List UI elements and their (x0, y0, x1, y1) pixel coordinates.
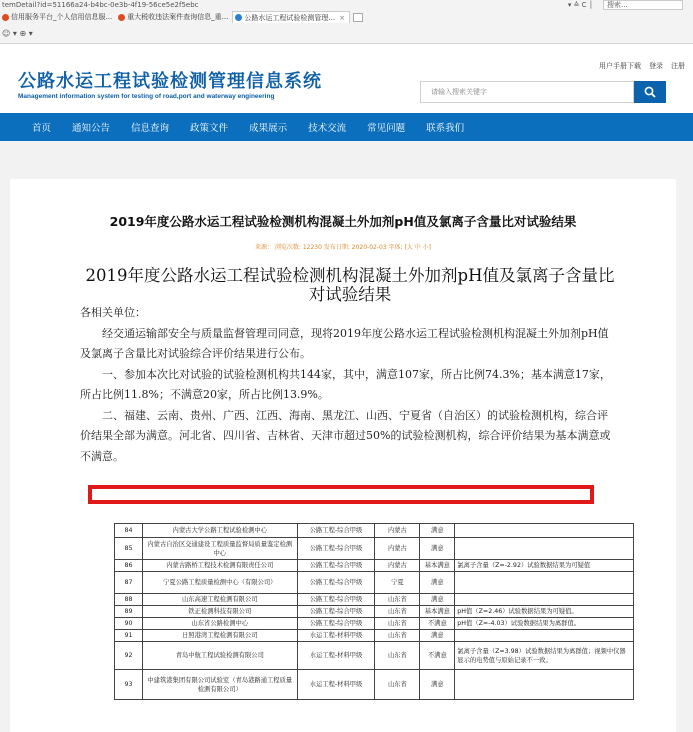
browser-tab-active[interactable] (232, 11, 350, 23)
table-row (115, 630, 634, 642)
province-cell: 山东省 (375, 606, 420, 618)
table-row (115, 642, 634, 670)
results-table (114, 523, 634, 700)
nav-results[interactable]: 成果展示 (249, 123, 288, 134)
qualification-cell: 公路工程-综合甲级 (297, 538, 375, 560)
table-row (115, 560, 634, 572)
address-bar[interactable]: temDetail?id=51166a24-b4bc-0e3b-4f19-56ce5e2f5ebc (2, 1, 199, 9)
row-number-cell: 90 (115, 618, 143, 630)
qualification-cell: 公路工程-综合甲级 (297, 606, 375, 618)
qualification-cell: 公路工程-综合甲级 (297, 524, 375, 538)
register-link[interactable]: 注册 (671, 62, 685, 70)
province-cell: 山东省 (375, 594, 420, 606)
paragraph-2: 一、参加本次比对试验的试验检测机构共144家，其中，满意107家，所占比例74.3%；基本满意17家，所占比例11.8%；不满意20家，所占比例13.9%。 (80, 367, 611, 401)
browser-tab-1[interactable] (0, 11, 116, 23)
qualification-cell: 公路工程-综合甲级 (297, 572, 375, 594)
province-cell: 内蒙古 (375, 538, 420, 560)
institution-name-cell: 中建筑港集团有限公司试验室（青岛港路通工程质量检测有限公司） (142, 670, 297, 700)
browser-chrome (0, 0, 693, 44)
qualification-cell: 公路工程-综合甲级 (297, 594, 375, 606)
tab-label: 公路水运工程试验检测管理... (244, 13, 336, 22)
row-number-cell: 84 (115, 524, 143, 538)
row-number-cell: 91 (115, 630, 143, 642)
province-cell: 山东省 (375, 642, 420, 670)
remark-cell: 氯离子含量（Z=-2.92）试验数据结果为可疑值 (455, 560, 634, 572)
document-title: 2019年度公路水运工程试验检测机构混凝土外加剂pH值及氯离子含量比对试验结果 (85, 266, 615, 304)
row-number-cell: 85 (115, 538, 143, 560)
remark-cell (455, 538, 634, 560)
province-cell: 山东省 (375, 670, 420, 700)
remark-cell (455, 630, 634, 642)
result-cell: 满意 (420, 538, 455, 560)
qualification-cell: 公路工程-综合甲级 (297, 618, 375, 630)
browser-toolbar[interactable]: ☺ ▾ ⊕ ▾ (2, 29, 33, 38)
remark-cell (455, 524, 634, 538)
result-cell: 满意 (420, 630, 455, 642)
table-row (115, 524, 634, 538)
qualification-cell: 水运工程-材料甲级 (297, 642, 375, 670)
content-area (0, 141, 693, 732)
remark-cell: 氯离子含量（Z=3.98）试验数据结果为离群值；视频中仪器显示的电势值与原始记录不一致。 (455, 642, 634, 670)
site-favicon-icon (2, 14, 9, 21)
site-search-button[interactable] (634, 81, 666, 103)
nav-faq[interactable]: 常见问题 (367, 123, 406, 134)
qualification-cell: 水运工程-材料甲级 (297, 630, 375, 642)
remark-cell (455, 572, 634, 594)
province-cell: 宁夏 (375, 572, 420, 594)
result-cell: 不满意 (420, 642, 455, 670)
table-row (115, 606, 634, 618)
province-cell: 内蒙古 (375, 524, 420, 538)
browser-search-input[interactable]: 搜索... (603, 0, 683, 10)
browser-tab-2[interactable] (116, 11, 232, 23)
institution-name-cell: 宁夏公路工程质量检测中心（有限公司） (142, 572, 297, 594)
result-cell: 不满意 (420, 618, 455, 630)
institution-name-cell: 内蒙古路桥工程技术检测有限责任公司 (142, 560, 297, 572)
site-title[interactable]: 公路水运工程试验检测管理信息系统 (18, 71, 322, 92)
institution-name-cell: 山东高速工程检测有限公司 (142, 594, 297, 606)
login-link[interactable]: 登录 (649, 62, 663, 70)
institution-name-cell: 日照港湾工程检测有限公司 (142, 630, 297, 642)
institution-name-cell: 内蒙古大学公路工程试验检测中心 (142, 524, 297, 538)
tab-close-icon[interactable]: × (339, 13, 345, 22)
remark-cell: pH值（Z=-4.03）试验数据结果为离群值。 (455, 618, 634, 630)
article-meta: 来源： 浏览次数: 12230 发布日期: 2020-02-03 字体: [大 中 小] (255, 244, 431, 251)
paragraph-3: 二、福建、云南、贵州、广西、江西、海南、黑龙江、山西、宁夏省（自治区）的试验检测机构，综合评价结果全部为满意。河北省、四川省、吉林省、天津市超过50%的试验检测机构，综合评价结果为基本满意或不满意。 (80, 408, 611, 463)
row-number-cell: 93 (115, 670, 143, 700)
row-number-cell: 89 (115, 606, 143, 618)
result-cell: 满意 (420, 524, 455, 538)
qualification-cell: 水运工程-材料甲级 (297, 670, 375, 700)
table-row (115, 538, 634, 560)
nav-home[interactable]: 首页 (32, 123, 52, 134)
institution-name-cell: 青岛中航工程试验检测有限公司 (142, 642, 297, 670)
row-number-cell: 88 (115, 594, 143, 606)
remark-cell (455, 670, 634, 700)
province-cell: 山东省 (375, 630, 420, 642)
table-row (115, 572, 634, 594)
site-favicon-icon (235, 14, 242, 21)
nav-info-query[interactable]: 信息查询 (131, 123, 170, 134)
result-cell: 满意 (420, 572, 455, 594)
institution-name-cell: 内蒙古自治区交通建设工程质量监督局质量鉴定检测中心 (142, 538, 297, 560)
row-number-cell: 86 (115, 560, 143, 572)
tab-label: 信用服务平台_个人信用信息服... (11, 13, 113, 21)
manual-download-link[interactable]: 用户手册下载 (599, 62, 641, 70)
main-nav (0, 113, 693, 141)
greeting: 各相关单位： (80, 306, 146, 319)
document-body (80, 303, 615, 467)
new-tab-button[interactable] (353, 13, 363, 22)
qualification-cell: 公路工程-综合甲级 (297, 560, 375, 572)
result-cell: 满意 (420, 594, 455, 606)
nav-policy[interactable]: 政策文件 (190, 123, 229, 134)
article-panel (10, 179, 676, 732)
results-table-image (114, 523, 634, 700)
search-icon (644, 86, 656, 98)
site-header (0, 45, 693, 113)
top-links (599, 61, 685, 71)
nav-contact[interactable]: 联系我们 (426, 123, 465, 134)
paragraph-1: 经交通运输部安全与质量监督管理司同意，现将2019年度公路水运工程试验检测机构混凝土外加剂pH值及氯离子含量比对试验综合评价结果进行公布。 (80, 326, 609, 360)
site-subtitle: Management information system for testing of road,port and waterway engineering (18, 93, 275, 100)
row-number-cell: 92 (115, 642, 143, 670)
table-row (115, 594, 634, 606)
row-number-cell: 87 (115, 572, 143, 594)
remark-cell: pH值（Z=2.46）试验数据结果为可疑值。 (455, 606, 634, 618)
table-row (115, 618, 634, 630)
remark-cell (455, 594, 634, 606)
site-favicon-icon (118, 14, 125, 21)
result-cell: 满意 (420, 670, 455, 700)
province-cell: 内蒙古 (375, 560, 420, 572)
result-cell: 基本满意 (420, 560, 455, 572)
province-cell: 山东省 (375, 618, 420, 630)
browser-tabs (0, 11, 693, 23)
address-bar-controls[interactable]: ▾ ≙ C │ (567, 1, 593, 9)
highlight-box (88, 485, 594, 504)
table-row (115, 670, 634, 700)
nav-tech-exchange[interactable]: 技术交流 (308, 123, 347, 134)
institution-name-cell: 铁正检测科技有限公司 (142, 606, 297, 618)
article-title: 2019年度公路水运工程试验检测机构混凝土外加剂pH值及氯离子含量比对试验结果 (109, 214, 577, 229)
institution-name-cell: 山东省公路检测中心 (142, 618, 297, 630)
nav-notices[interactable]: 通知公告 (72, 123, 111, 134)
tab-label: 重大税收违法案件查询信息_重... (127, 13, 229, 21)
result-cell: 基本满意 (420, 606, 455, 618)
site-search-input[interactable]: 请输入搜索关键字 (420, 81, 634, 103)
